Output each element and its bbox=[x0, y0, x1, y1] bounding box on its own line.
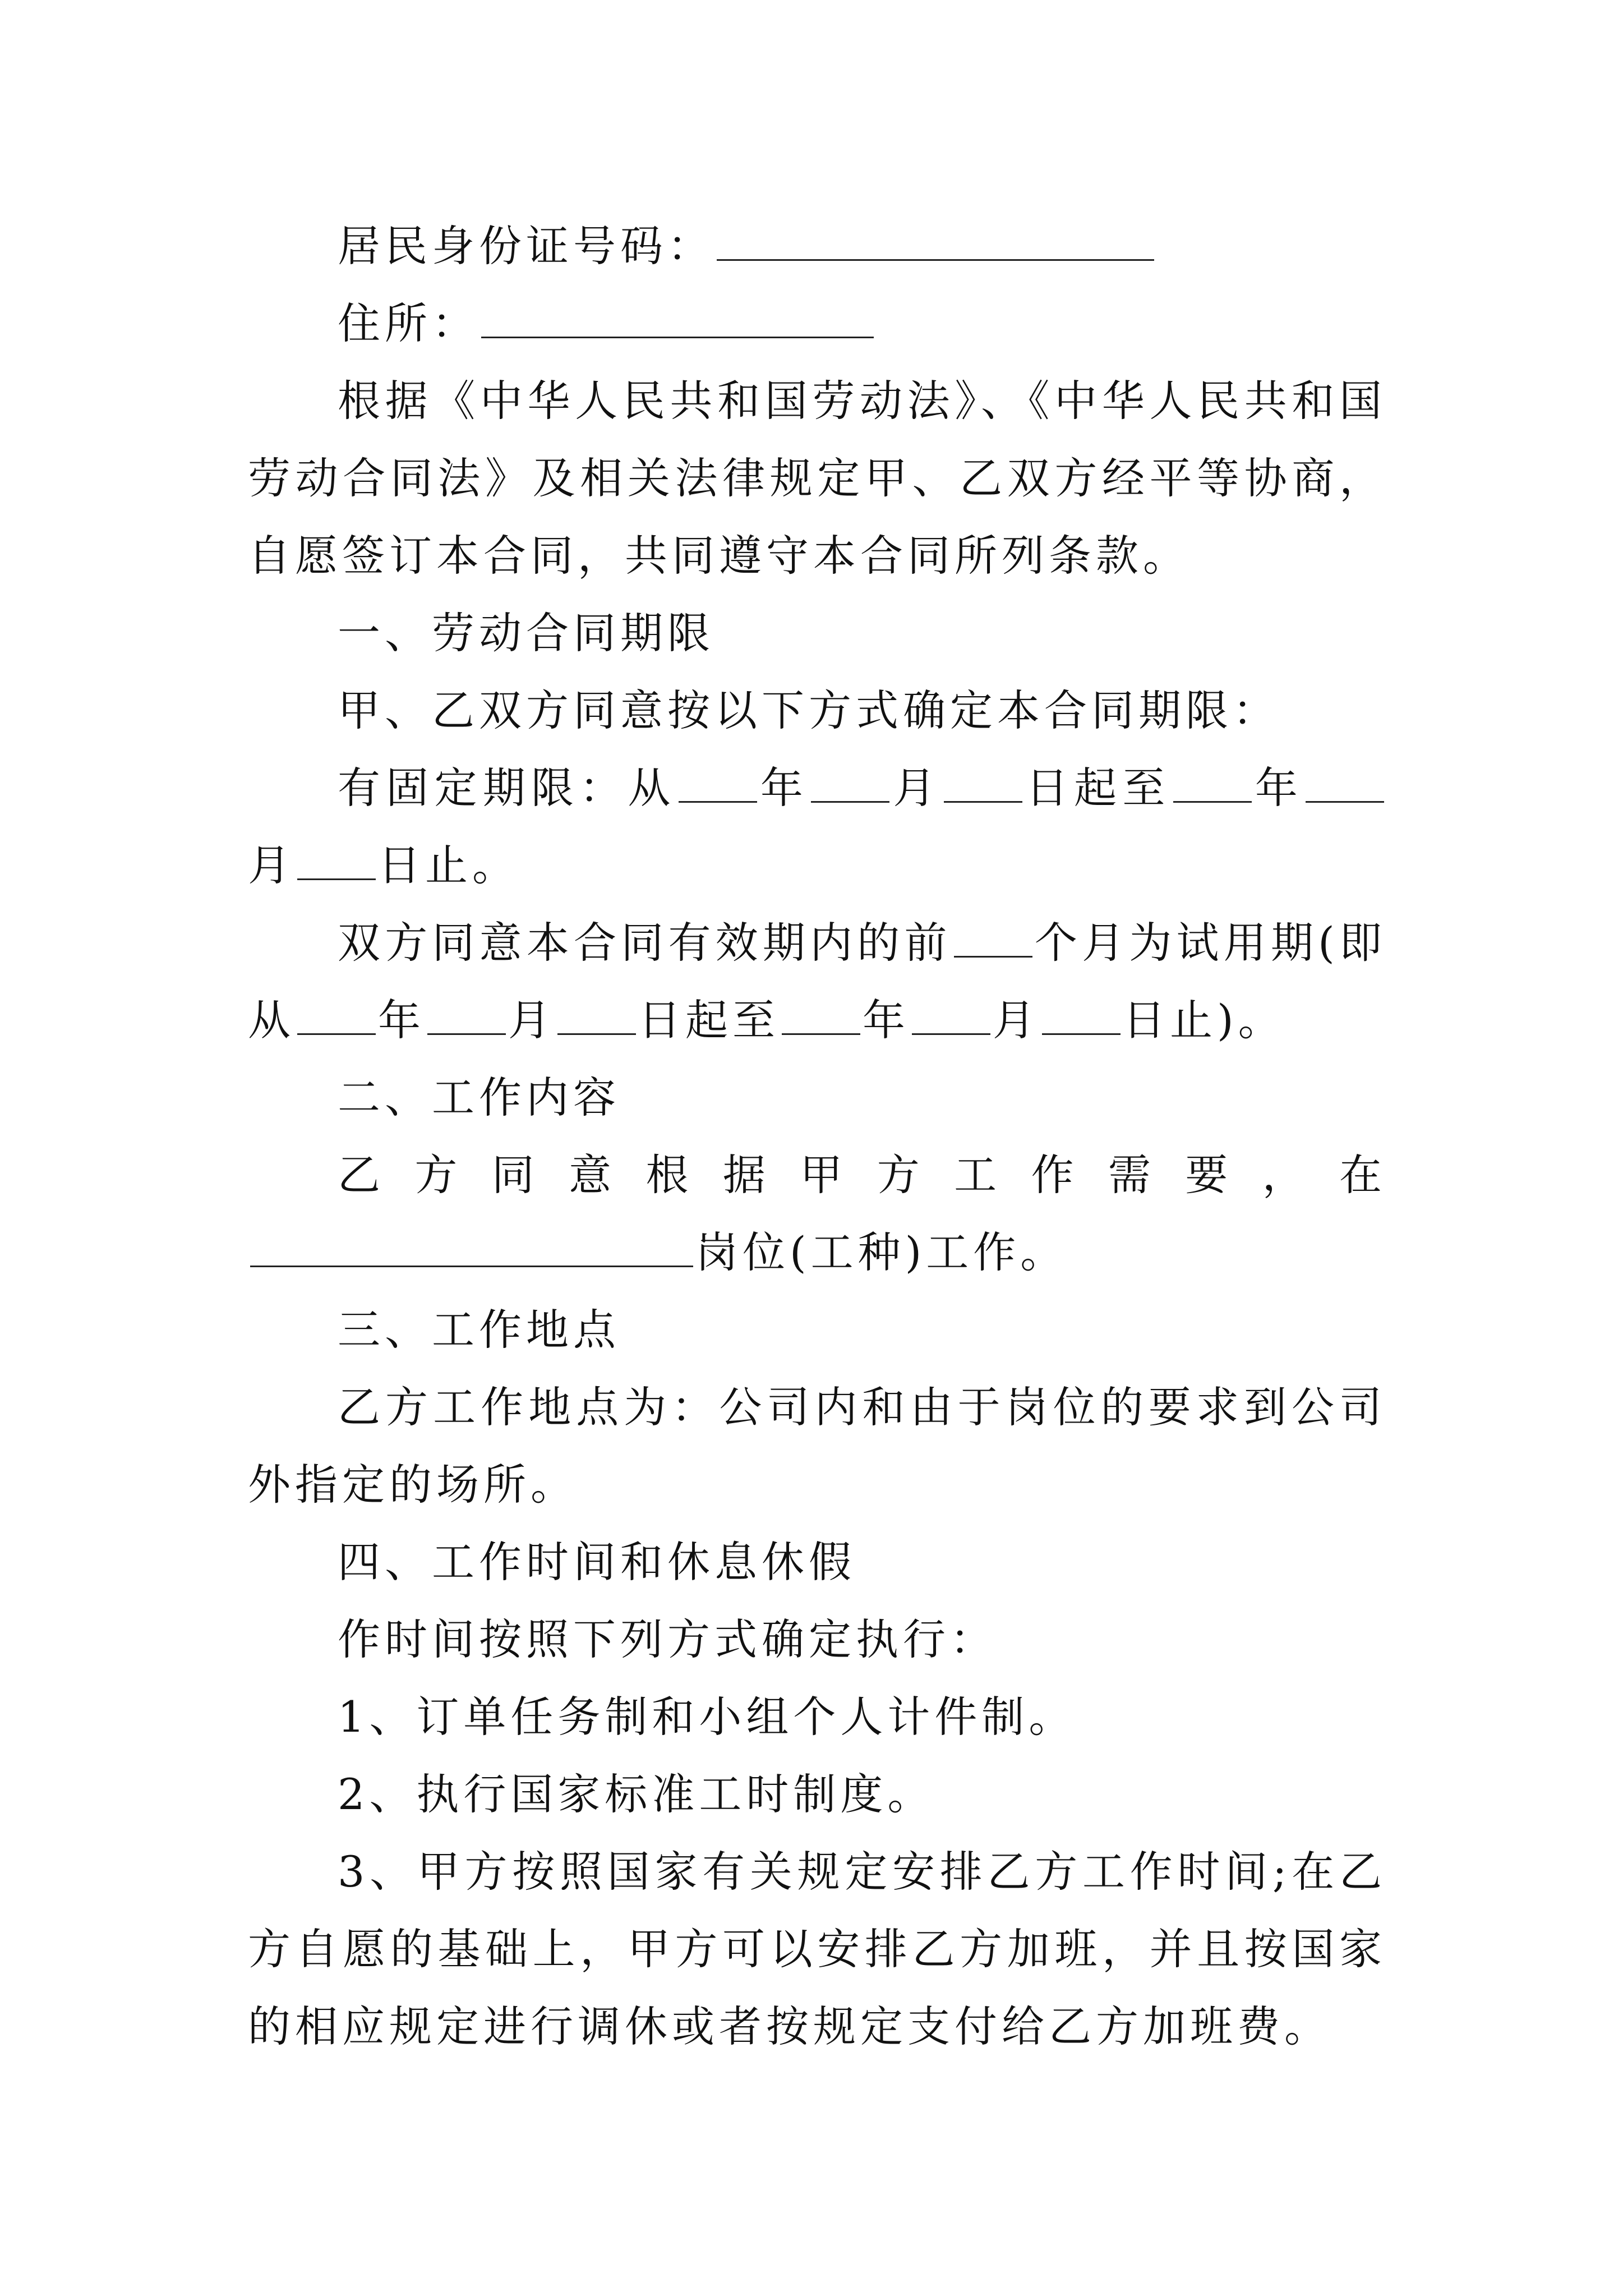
section-4-item-3: 3、甲方按照国家有关规定安排乙方工作时间;在乙方自愿的基础上，甲方可以安排乙方加班，并且按国家的相应规定进行调休或者按规定支付给乙方加班费。 bbox=[248, 1847, 1386, 2051]
address-line bbox=[248, 285, 1386, 362]
end-day-blank[interactable] bbox=[297, 840, 376, 880]
job-position-blank[interactable] bbox=[250, 1227, 693, 1267]
section-1-paragraph: 甲、乙双方同意按以下方式确定本合同期限： bbox=[338, 685, 1280, 735]
intro-paragraph: 根据《中华人民共和国劳动法》、《中华人民共和国劳动合同法》及相关法律规定甲、乙双方经平等协商，自愿签订本合同，共同遵守本合同所列条款。 bbox=[248, 376, 1386, 581]
id-number-label: 居民身份证号码： bbox=[338, 221, 714, 271]
day-from-label: 日起至 bbox=[1024, 763, 1171, 813]
start-month-blank[interactable] bbox=[811, 763, 889, 803]
section-4-paragraph: 作时间按照下列方式确定执行： bbox=[338, 1614, 997, 1664]
month-label: 月 bbox=[892, 763, 942, 813]
end-year-blank[interactable] bbox=[1173, 763, 1252, 803]
probation-start-month-blank[interactable] bbox=[427, 995, 506, 1035]
month-label: 月 bbox=[248, 840, 295, 890]
address-blank[interactable] bbox=[481, 298, 874, 338]
section-3-paragraph: 乙方工作地点为：公司内和由于岗位的要求到公司外指定的场所。 bbox=[248, 1382, 1386, 1510]
section-3-title: 三、工作地点 bbox=[338, 1305, 620, 1355]
end-month-blank[interactable] bbox=[1306, 763, 1384, 803]
section-4-item-2: 2、执行国家标准工时制度。 bbox=[338, 1769, 935, 1819]
month-label: 月 bbox=[993, 995, 1040, 1045]
year-label: 年 bbox=[1253, 763, 1304, 813]
id-number-blank[interactable] bbox=[717, 221, 1154, 261]
probation-end-year-blank[interactable] bbox=[782, 995, 860, 1035]
job-prefix: 乙方同意根据甲方工作需要，在 bbox=[338, 1150, 1386, 1200]
month-label: 月 bbox=[508, 995, 555, 1045]
probation-line bbox=[248, 904, 1386, 1059]
start-year-blank[interactable] bbox=[679, 763, 757, 803]
id-number-line bbox=[248, 208, 1386, 285]
probation-end-month-blank[interactable] bbox=[912, 995, 990, 1035]
probation-start-day-blank[interactable] bbox=[557, 995, 636, 1035]
year-label: 年 bbox=[759, 763, 809, 813]
probation-months-blank[interactable] bbox=[954, 918, 1032, 958]
section-2-title: 二、工作内容 bbox=[338, 1073, 620, 1122]
year-label: 年 bbox=[378, 995, 425, 1045]
address-label: 住所： bbox=[338, 298, 479, 348]
day-end-paren-label: 日止)。 bbox=[1123, 995, 1285, 1045]
probation-mid: 个月为试用期(即从 bbox=[248, 918, 1387, 1045]
job-suffix: 岗位(工种)工作。 bbox=[695, 1227, 1068, 1277]
start-day-blank[interactable] bbox=[944, 763, 1022, 803]
fixed-term-prefix: 有固定期限：从 bbox=[338, 763, 676, 813]
section-4-title: 四、工作时间和休息休假 bbox=[338, 1537, 856, 1587]
probation-start-year-blank[interactable] bbox=[297, 995, 376, 1035]
year-label: 年 bbox=[863, 995, 910, 1045]
section-1-title: 一、劳动合同期限 bbox=[338, 608, 714, 658]
section-2-paragraph bbox=[248, 1137, 1386, 1291]
probation-end-day-blank[interactable] bbox=[1042, 995, 1121, 1035]
document-body bbox=[248, 208, 1386, 2065]
day-end-label: 日止。 bbox=[378, 840, 519, 890]
fixed-term-line bbox=[248, 749, 1386, 904]
probation-prefix: 双方同意本合同有效期内的前 bbox=[338, 918, 952, 968]
day-from-label: 日起至 bbox=[638, 995, 780, 1045]
section-4-item-1: 1、订单任务制和小组个人计件制。 bbox=[338, 1692, 1076, 1742]
